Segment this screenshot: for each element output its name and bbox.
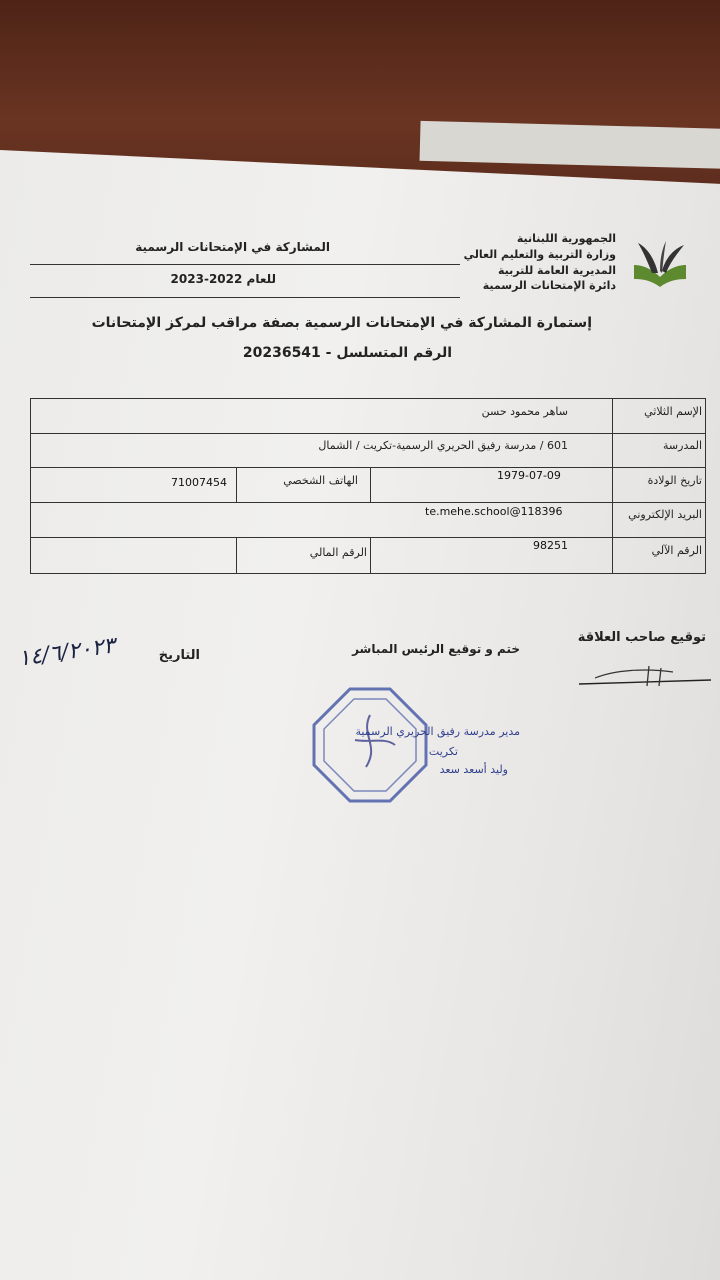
table-label-divider	[612, 398, 613, 574]
dob-label: تاريخ الولادة	[647, 474, 702, 487]
dob-value: 1979-07-09	[497, 469, 561, 482]
form-serial-number: الرقم المتسلسل - 20236541	[242, 345, 452, 361]
name-label: الإسم الثلاثي	[644, 405, 702, 418]
header-ministry: وزارة التربية والتعليم العالي	[463, 248, 616, 261]
stamp-name-line: وليد أسعد سعد	[439, 763, 508, 776]
table-divider-auto	[370, 537, 371, 574]
header-rule-top	[30, 264, 460, 265]
table-divider-financial	[236, 537, 237, 574]
paper-back-sheet	[420, 121, 720, 169]
school-value: 601 / مدرسة رفيق الحريري الرسمية-تكريت / الشمال	[318, 439, 568, 452]
auto-number-value: 98251	[533, 539, 568, 552]
email-value: te.mehe.school@118396	[425, 505, 563, 518]
table-rule-1	[30, 433, 706, 434]
info-table	[30, 398, 706, 574]
table-rule-3	[30, 502, 706, 503]
name-value: ساهر محمود حسن	[481, 405, 568, 418]
ministry-logo-icon	[630, 235, 690, 295]
header-directorate: المديرية العامة للتربية	[497, 264, 616, 277]
table-divider-phone	[236, 467, 237, 502]
date-handwritten: ١٤/٦/٢٠٢٣	[16, 633, 117, 672]
phone-value: 71007454	[171, 476, 227, 489]
financial-number-label: الرقم المالي	[309, 546, 367, 559]
stamp-director-line: مدير مدرسة رفيق الحريري الرسمية	[355, 725, 520, 738]
header-department: دائرة الإمتحانات الرسمية	[482, 279, 616, 292]
stamp-town-line: تكريت	[428, 745, 458, 758]
holder-signature-icon	[575, 662, 715, 692]
table-divider-dob	[370, 467, 371, 502]
supervisor-signature-label: ختم و توقيع الرئيس المباشر	[352, 642, 520, 656]
holder-signature-label: توقيع صاحب العلاقة	[577, 630, 706, 645]
auto-number-label: الرقم الآلي	[651, 544, 702, 557]
email-label: البريد الإلكتروني	[628, 508, 702, 521]
table-rule-4	[30, 537, 706, 538]
table-rule-2	[30, 467, 706, 468]
header-participation-title: المشاركة في الإمتحانات الرسمية	[135, 240, 330, 254]
school-stamp-icon	[310, 685, 430, 805]
date-label: التاريخ	[158, 648, 200, 663]
phone-label: الهاتف الشخصي	[283, 474, 358, 487]
school-label: المدرسة	[663, 439, 702, 452]
header-republic: الجمهورية اللبنانية	[516, 232, 616, 245]
header-year: للعام 2022-2023	[170, 272, 276, 286]
header-rule-bottom	[30, 297, 460, 298]
form-title: إستمارة المشاركة في الإمتحانات الرسمية بصفة مراقب لمركز الإمتحانات	[91, 315, 592, 331]
